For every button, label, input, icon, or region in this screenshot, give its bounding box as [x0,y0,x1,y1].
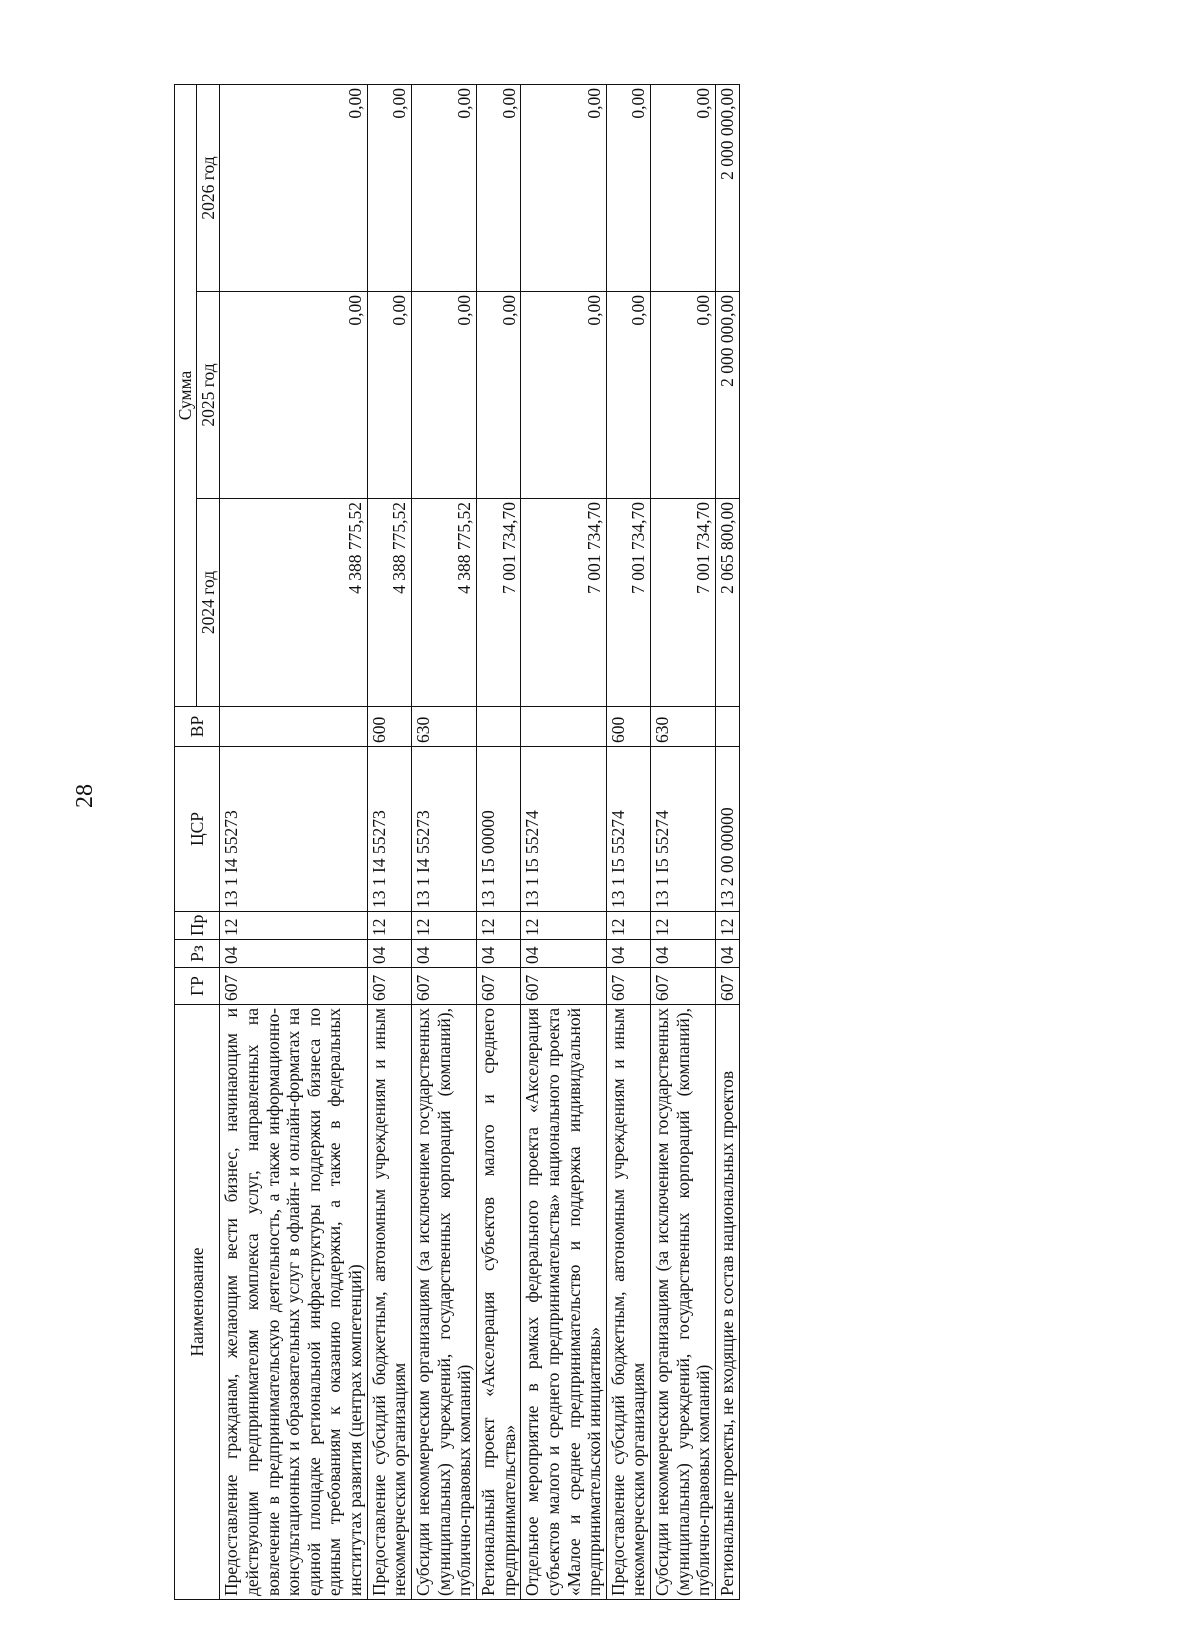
row-rz: 04 [220,940,367,968]
row-2026: 0,00 [220,84,367,291]
row-gr: 607 [220,968,367,1005]
row-2026: 0,00 [476,84,520,291]
row-2025: 0,00 [412,292,477,499]
row-2025: 0,00 [367,292,411,499]
row-csr: 13 1 I5 55274 [521,747,607,912]
row-2024: 7 001 734,70 [476,499,520,707]
row-rz: 04 [651,940,716,968]
row-csr: 13 1 I5 00000 [476,747,520,912]
row-2024: 7 001 734,70 [521,499,607,707]
row-csr: 13 1 I4 55273 [220,747,367,912]
row-vr: 600 [367,707,411,747]
row-2024: 7 001 734,70 [606,499,650,707]
header-2024: 2024 год [196,499,220,707]
row-vr [716,707,740,747]
row-pr: 12 [521,912,607,940]
row-2024: 4 388 775,52 [220,499,367,707]
row-2026: 0,00 [651,84,716,291]
row-2025: 2 000 000,00 [716,292,740,499]
row-gr: 607 [606,968,650,1005]
row-vr [521,707,607,747]
row-vr [220,707,367,747]
page-number: 28 [72,784,98,808]
row-csr: 13 1 I5 55274 [606,747,650,912]
table-row [521,84,607,1599]
row-2025: 0,00 [606,292,650,499]
header-2026: 2026 год [196,84,220,291]
header-vr: ВР [175,707,220,747]
row-name: Предоставление субсидий бюджетным, автономным учреждениям и иным некоммерческим организациям [606,1005,650,1600]
table-row [476,84,520,1599]
row-gr: 607 [651,968,716,1005]
row-gr: 607 [412,968,477,1005]
row-gr: 607 [367,968,411,1005]
header-gr: ГР [175,968,220,1005]
row-csr: 13 1 I4 55273 [367,747,411,912]
row-gr: 607 [476,968,520,1005]
row-2024: 4 388 775,52 [367,499,411,707]
row-vr: 600 [606,707,650,747]
table-row [412,84,477,1599]
row-name: Предоставление субсидий бюджетным, автономным учреждениям и иным некоммерческим организациям [367,1005,411,1600]
row-csr: 13 1 I5 55274 [651,747,716,912]
header-csr: ЦСР [175,747,220,912]
row-2025: 0,00 [476,292,520,499]
row-name: Отдельное мероприятие в рамках федерального проекта «Акселерация субъектов малого и среднего предпринимательства» национального проекта «Малое и среднее предпринимательство и поддержка индивидуальной предпринимательской инициативы» [521,1005,607,1600]
row-name: Субсидии некоммерческим организациям (за исключением государственных (муниципальных) учреждений, государственных корпораций (компаний), публично-правовых компаний) [651,1005,716,1600]
row-csr: 13 1 I4 55273 [412,747,477,912]
row-rz: 04 [606,940,650,968]
row-2025: 0,00 [521,292,607,499]
row-pr: 12 [651,912,716,940]
header-pr: Пр [175,912,220,940]
row-2025: 0,00 [651,292,716,499]
header-2025: 2025 год [196,292,220,499]
table-row [716,84,740,1599]
row-2026: 0,00 [367,84,411,291]
table-row [606,84,650,1599]
row-2024: 7 001 734,70 [651,499,716,707]
row-2026: 0,00 [606,84,650,291]
row-pr: 12 [412,912,477,940]
row-rz: 04 [367,940,411,968]
row-2026: 0,00 [521,84,607,291]
row-vr: 630 [412,707,477,747]
row-pr: 12 [606,912,650,940]
row-rz: 04 [521,940,607,968]
row-vr [476,707,520,747]
table-row [651,84,716,1599]
row-rz: 04 [476,940,520,968]
budget-table [174,84,740,1600]
row-name: Субсидии некоммерческим организациям (за исключением государственных (муниципальных) учреждений, государственных корпораций (компаний), публично-правовых компаний) [412,1005,477,1600]
row-vr: 630 [651,707,716,747]
row-2025: 0,00 [220,292,367,499]
header-name: Наименование [175,1005,220,1600]
row-2026: 0,00 [412,84,477,291]
row-name: Региональный проект «Акселерация субъектов малого и среднего предпринимательства» [476,1005,520,1600]
header-row [175,84,197,1599]
row-pr: 12 [476,912,520,940]
header-rz: Рз [175,940,220,968]
header-sum: Сумма [175,84,197,706]
row-2024: 4 388 775,52 [412,499,477,707]
row-pr: 12 [716,912,740,940]
table-row [367,84,411,1599]
row-pr: 12 [367,912,411,940]
row-2026: 2 000 000,00 [716,84,740,291]
row-csr: 13 2 00 00000 [716,747,740,912]
row-name: Региональные проекты, не входящие в состав национальных проектов [716,1005,740,1600]
row-gr: 607 [716,968,740,1005]
row-pr: 12 [220,912,367,940]
budget-table-container [174,85,1056,1600]
row-rz: 04 [716,940,740,968]
row-gr: 607 [521,968,607,1005]
table-row [220,84,367,1599]
row-rz: 04 [412,940,477,968]
row-name: Предоставление гражданам, желающим вести бизнес, начинающим и действующим предпринимателям комплекса услуг, направленных на вовлечение в предпринимательскую деятельность, а также информационно-консультационных и образовательных услуг в офлайн- и онлайн-форматах на единой площадке региональной инфраструктуры поддержки бизнеса по единым требованиям к оказанию поддержки, а также в федеральных институтах развития (центрах компетенций) [220,1005,367,1600]
row-2024: 2 065 800,00 [716,499,740,707]
